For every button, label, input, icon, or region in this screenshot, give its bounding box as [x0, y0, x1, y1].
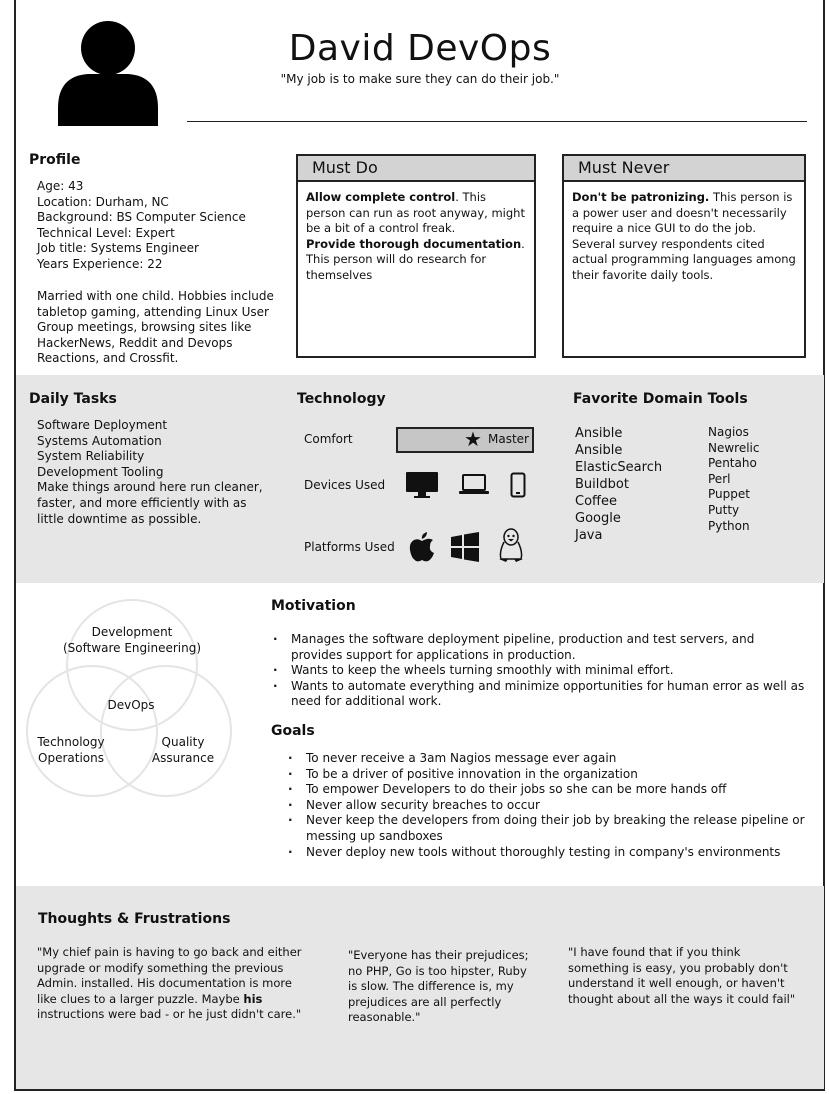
technology-heading: Technology: [297, 391, 386, 407]
tool-item: Google: [575, 511, 621, 526]
must-do-item1-title: Allow complete control: [306, 190, 456, 204]
must-do-item2-title: Provide thorough documentation: [306, 236, 522, 251]
persona-tagline: "My job is to make sure they can do their job.": [280, 72, 560, 86]
domain-tools-col1: [575, 425, 662, 544]
goals-list: [286, 751, 806, 860]
goal-item: · Never keep the developers from doing their job by breaking the release pipeline or messing up sandboxes: [286, 813, 806, 844]
avatar-icon: [56, 18, 160, 128]
profile-fact: Location: Durham, NC: [37, 194, 169, 209]
goal-item: · Never deploy new tools without thoroughly testing in company's environments: [286, 845, 806, 861]
thought-quote-1-text: "My chief pain is having to go back and either upgrade or modify something the previous Admin. installed. His documentation is more like clues to a larger puzzle. Maybe: [37, 945, 302, 1006]
daily-task-item: Software Deployment: [37, 418, 168, 432]
profile-fact: Years Experience: 22: [37, 256, 163, 271]
profile-fact: Technical Level: Expert: [37, 225, 175, 240]
venn-top-label: Development (Software Engineering): [62, 625, 202, 655]
daily-task-item: Systems Automation: [37, 433, 162, 448]
profile-facts: [37, 179, 277, 273]
comfort-value: Master: [488, 432, 529, 446]
profile-fact: Background: BS Computer Science: [37, 210, 246, 225]
tool-item: Ansible: [575, 426, 623, 441]
motivation-item: · Wants to keep the wheels turning smoothly with minimal effort.: [271, 663, 806, 679]
laptop-icon: [458, 474, 490, 496]
domain-tools-heading: Favorite Domain Tools: [573, 391, 748, 407]
must-never-title: Don't be patronizing.: [572, 190, 710, 204]
goal-item: · Never allow security breaches to occur: [286, 798, 806, 814]
tool-item: Puppet: [708, 487, 750, 502]
venn-center-label: DevOps: [107, 698, 155, 712]
daily-task-item: Development Tooling: [37, 464, 164, 479]
thought-quote-3: "I have found that if you think something is easy, you probably don't understand it well enough, or haven't thought about all the ways it could fail": [568, 945, 796, 1006]
thought-quote-1-emphasis: his: [243, 991, 263, 1006]
goals-heading: Goals: [271, 723, 315, 739]
apple-icon: [408, 530, 436, 562]
must-do-box: [296, 154, 536, 358]
linux-icon: [496, 528, 526, 564]
tool-item: Python: [708, 518, 750, 533]
daily-tasks-heading: Daily Tasks: [29, 391, 117, 407]
goal-item: · To be a driver of positive innovation in the organization: [286, 767, 806, 783]
thoughts-heading: Thoughts & Frustrations: [38, 911, 231, 927]
profile-fact: Age: 43: [37, 179, 84, 193]
thought-quote-1: [37, 945, 312, 1023]
comfort-label: Comfort: [304, 432, 353, 446]
motivation-heading: Motivation: [271, 598, 356, 614]
tool-item: Ansible: [575, 443, 623, 458]
profile-bio: Married with one child. Hobbies include tabletop gaming, attending Linux User Group meetings, browsing sites like HackerNews, Reddit and Devops Reactions, and Crossfit.: [37, 289, 274, 366]
daily-task-item: Make things around here run cleaner, faster, and more efficiently with as little downtime as possible.: [37, 480, 263, 526]
windows-icon: [450, 532, 480, 562]
desktop-icon: [405, 471, 439, 499]
must-never-text: This person is a power user and doesn't necessarily require a nice GUI to do the job. Several survey respondents cited actual programming languages among their favorite daily tools.: [572, 190, 796, 282]
platforms-label: Platforms Used: [304, 540, 395, 554]
tool-item: Perl: [708, 471, 731, 486]
star-icon: ★: [464, 427, 482, 451]
tool-item: Putty: [708, 502, 740, 517]
motivation-item: · Wants to automate everything and minimize opportunities for human error as well as need for additional work.: [271, 679, 806, 710]
tool-item: Java: [575, 528, 603, 543]
venn-right-label: Quality Assurance: [151, 735, 215, 765]
phone-icon: [510, 472, 526, 498]
tool-item: Nagios: [708, 425, 749, 439]
domain-tools-col2: [708, 425, 760, 534]
tool-item: ElasticSearch: [575, 460, 663, 475]
thought-quote-2: "Everyone has their prejudices; no PHP, Go is too hipster, Ruby is slow. The difference is, my prejudices are all perfectly reasonable.": [348, 948, 529, 1025]
tool-item: Newrelic: [708, 440, 760, 455]
tool-item: Coffee: [575, 494, 617, 509]
header-divider: [187, 121, 807, 122]
profile-fact: Job title: Systems Engineer: [37, 241, 199, 256]
must-do-item1-text: . This person can run as root anyway, might be a bit of a control freak.: [306, 190, 525, 236]
daily-task-item: System Reliability: [37, 449, 145, 464]
daily-tasks-list: [37, 418, 277, 527]
comfort-bar: [396, 427, 534, 453]
goal-item: · To never receive a 3am Nagios message ever again: [286, 751, 806, 767]
tool-item: Pentaho: [708, 456, 757, 471]
persona-name: David DevOps: [288, 28, 552, 69]
thought-quote-1-text-end: instructions were bad - or he just didn't care.": [37, 1007, 302, 1022]
profile-heading: Profile: [29, 152, 81, 168]
motivation-list: [271, 632, 806, 710]
goal-item: · To empower Developers to do their jobs so she can be more hands off: [286, 782, 806, 798]
motivation-item: · Manages the software deployment pipeline, production and test servers, and provides support for applications in production.: [271, 632, 806, 663]
devices-label: Devices Used: [304, 478, 386, 492]
must-do-heading: Must Do: [298, 156, 534, 182]
tool-item: Buildbot: [575, 477, 629, 492]
must-do-item2-text: . This person will do research for themselves: [306, 236, 525, 282]
must-never-heading: Must Never: [564, 156, 804, 182]
venn-left-label: Technology Operations: [37, 735, 105, 765]
must-never-box: [562, 154, 806, 358]
